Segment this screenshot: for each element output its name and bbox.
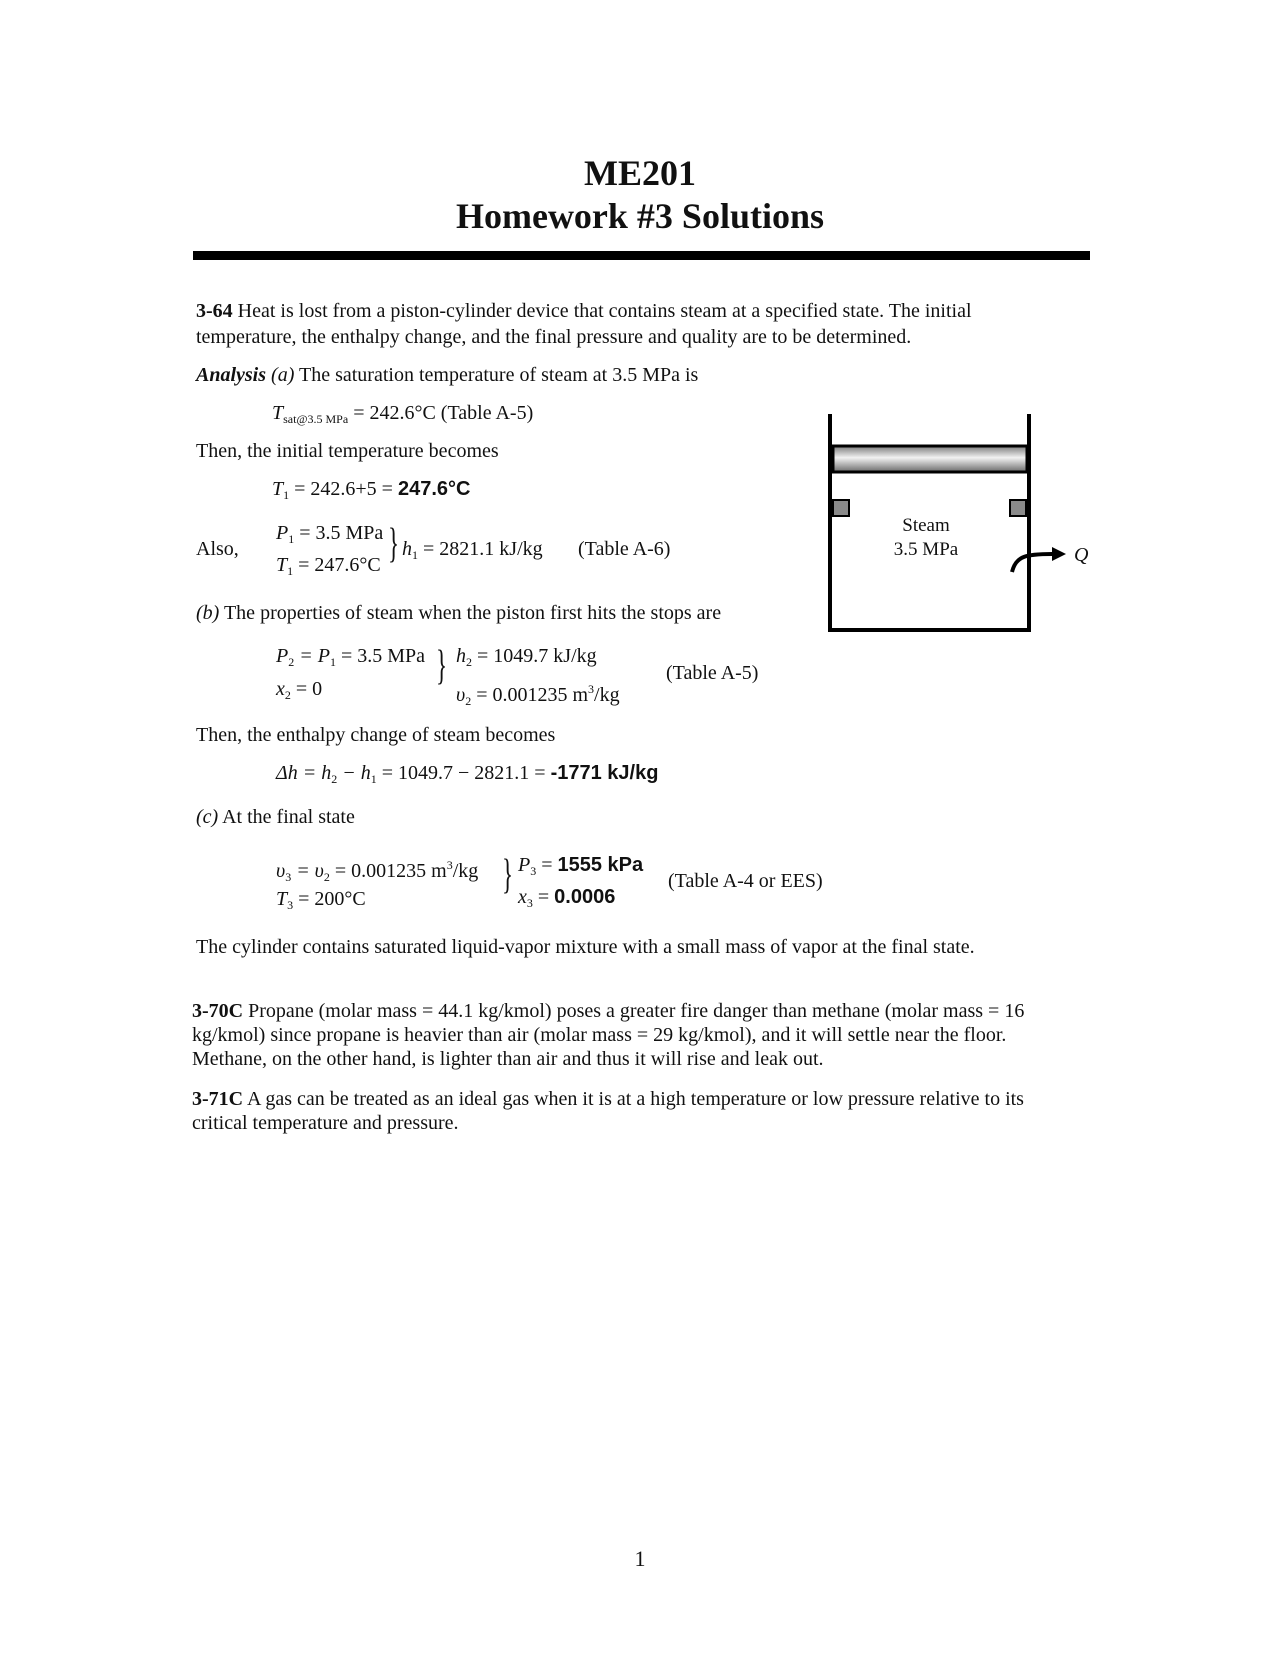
problem-number: 3-64 <box>196 300 233 322</box>
t3-symbol: T <box>276 888 288 910</box>
right-stop <box>1010 500 1026 516</box>
t1-expression: = 242.6+5 = <box>289 478 398 500</box>
x3-subscript: 3 <box>526 896 533 910</box>
p2-value: = 3.5 MPa <box>335 645 425 667</box>
brace-right-c: } <box>502 852 514 898</box>
dh-numbers: = 1049.7 − 2821.1 = <box>376 762 551 784</box>
dh-mid: − h <box>337 762 371 784</box>
dh-subscript2: 2 <box>331 772 338 786</box>
page-number: 1 <box>634 1546 646 1571</box>
x2-value: = 0 <box>290 678 323 700</box>
v3-value: = 0.001235 m <box>329 860 447 882</box>
problem-3-64-statement-line1 <box>196 298 972 324</box>
v3-unit: /kg <box>452 860 479 882</box>
problem-3-70c-number: 3-70C <box>192 1000 244 1022</box>
x3-result: 0.0006 <box>554 886 616 908</box>
dh-result: -1771 kJ/kg <box>550 762 659 784</box>
part-c <box>196 804 355 830</box>
analysis-part-a <box>196 362 698 388</box>
dh-equation <box>276 760 658 792</box>
dh-lhs: Δh = h <box>276 762 332 784</box>
document-title: Homework #3 Solutions <box>455 196 825 236</box>
x2-line <box>276 676 322 708</box>
p3-subscript: 3 <box>530 864 537 878</box>
x3-equals: = <box>532 886 555 908</box>
conclusion: The cylinder contains saturated liquid-vapor mixture with a small mass of vapor at the final state. <box>196 936 975 958</box>
left-stop <box>833 500 849 516</box>
part-c-text: At the final state <box>222 806 355 828</box>
part-c-label: (c) <box>196 806 219 828</box>
problem-3-70c-line2: kg/kmol) since propane is heavier than air (molar mass = 29 kg/kmol), and it will settle near the floor. <box>192 1024 1007 1046</box>
problem-3-71c-number: 3-71C <box>192 1088 244 1110</box>
h2-value: = 1049.7 kJ/kg <box>472 645 597 667</box>
problem-3-71c-line1 <box>192 1086 1024 1112</box>
h1-table-ref: (Table A-6) <box>578 538 671 560</box>
tsat-equation <box>272 400 533 432</box>
v2-symbol: υ <box>456 684 466 706</box>
x3-line <box>518 884 615 916</box>
t1-subscript: 1 <box>283 488 290 502</box>
problem-3-70c-line3: Methane, on the other hand, is lighter than air and thus it will rise and leak out. <box>192 1048 824 1070</box>
piston <box>833 446 1027 472</box>
figure-label-steam: Steam <box>902 515 950 536</box>
p1-value: = 3.5 MPa <box>299 522 384 544</box>
dh-subscript1: 1 <box>370 772 377 786</box>
heat-arrow-head <box>1052 547 1066 561</box>
part-b-text: The properties of steam when the piston first hits the stops are <box>223 602 722 624</box>
v3-subscript2: 2 <box>323 870 330 884</box>
tsat-subscript: sat@3.5 MPa <box>283 412 349 426</box>
h1-value: = 2821.1 kJ/kg <box>418 538 543 560</box>
h2-symbol: h <box>456 645 466 667</box>
x2-symbol: x <box>276 678 285 700</box>
problem-3-70c-line1 <box>192 998 1024 1024</box>
v3-mid: = υ <box>291 860 324 882</box>
p2-symbol: P <box>276 645 289 667</box>
p1-symbol: P <box>276 522 289 544</box>
t1b-line <box>276 552 381 584</box>
b-table-ref: (Table A-5) <box>666 662 759 684</box>
t3-line <box>276 886 366 918</box>
part-a-label: (a) <box>271 364 295 386</box>
v2-value: = 0.001235 m <box>471 684 589 706</box>
v2-subscript: 2 <box>465 694 472 708</box>
p1-line <box>276 520 383 552</box>
v3-line <box>276 852 478 890</box>
t3-value: = 200°C <box>293 888 366 910</box>
p3-line <box>518 852 643 884</box>
h2-subscript: 2 <box>466 655 472 669</box>
p2-mid: = P <box>294 645 330 667</box>
tsat-symbol: T <box>272 402 284 424</box>
then-enthalpy-change: Then, the enthalpy change of steam becomes <box>196 724 556 746</box>
p2-line <box>276 643 425 675</box>
tsat-value: = 242.6°C (Table A-5) <box>353 402 534 424</box>
t1b-subscript: 1 <box>287 564 294 578</box>
t1b-symbol: T <box>276 554 288 576</box>
t3-subscript: 3 <box>287 898 294 912</box>
t1-result: 247.6°C <box>397 478 471 500</box>
h1-subscript: 1 <box>412 548 418 562</box>
x2-subscript: 2 <box>284 688 291 702</box>
heat-arrow-line <box>1012 554 1052 572</box>
h1-symbol: h <box>402 538 412 560</box>
p3-result: 1555 kPa <box>557 854 644 876</box>
v2-line <box>456 676 620 714</box>
h2-line <box>456 643 597 675</box>
p3-symbol: P <box>518 854 531 876</box>
v2-unit: /kg <box>594 684 620 706</box>
t1-equation <box>272 476 470 508</box>
problem-3-64-statement-line2: temperature, the enthalpy change, and the final pressure and quality are to be determined. <box>196 326 912 348</box>
statement-text: Heat is lost from a piston-cylinder device that contains steam at a specified state. The initial <box>237 300 972 322</box>
problem-3-70c-text1: Propane (molar mass = 44.1 kg/kmol) poses a greater fire danger than methane (molar mass = 16 <box>248 1000 1025 1022</box>
p1-subscript: 1 <box>288 532 295 546</box>
also-label: Also, <box>196 538 239 560</box>
p2-subscript2: 1 <box>329 655 336 669</box>
brace-right-a: } <box>388 521 400 567</box>
then-initial-temp: Then, the initial temperature becomes <box>196 440 499 462</box>
piston-cylinder-figure <box>826 408 1096 638</box>
problem-3-71c-text1: A gas can be treated as an ideal gas when it is at a high temperature or low pressure relative to its <box>247 1088 1024 1110</box>
t1-symbol: T <box>272 478 284 500</box>
part-b-label: (b) <box>196 602 220 624</box>
p2-subscript: 2 <box>288 655 295 669</box>
problem-3-71c-line2: critical temperature and pressure. <box>192 1112 459 1134</box>
v3-symbol: υ <box>276 860 286 882</box>
part-b <box>196 600 721 626</box>
part-a-text: The saturation temperature of steam at 3.5 MPa is <box>299 364 699 386</box>
course-title: ME201 <box>584 153 696 193</box>
v3-subscript: 3 <box>285 870 292 884</box>
figure-label-pressure: 3.5 MPa <box>893 539 959 560</box>
x3-symbol: x <box>518 886 527 908</box>
v2-exponent: 3 <box>588 682 595 696</box>
analysis-label: Analysis <box>196 364 267 386</box>
header-rule <box>193 251 1090 260</box>
p3-equals: = <box>536 854 558 876</box>
brace-right-b: } <box>436 643 448 689</box>
c-table-ref: (Table A-4 or EES) <box>668 870 823 892</box>
v3-exponent: 3 <box>446 858 453 872</box>
h1-line <box>402 536 543 568</box>
figure-heat-label: Q <box>1074 544 1089 566</box>
t1b-value: = 247.6°C <box>298 554 381 576</box>
